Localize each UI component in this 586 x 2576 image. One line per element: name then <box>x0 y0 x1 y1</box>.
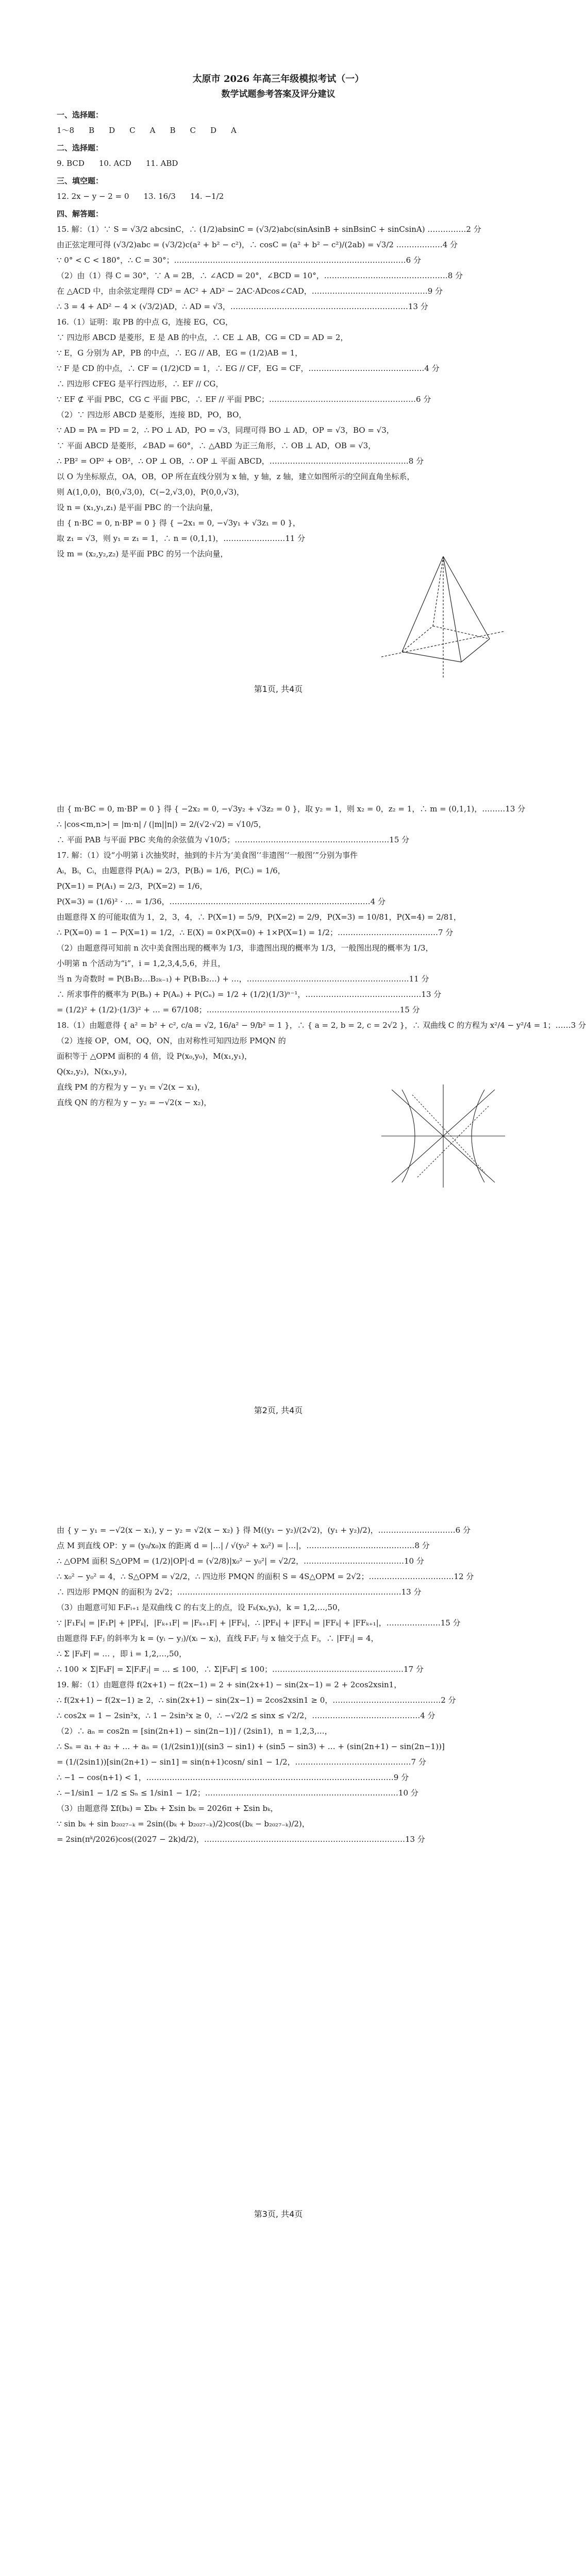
solution-line: ∴ f(2x+1) − f(2x−1) ≥ 2，∴ sin(2x+1) − sin(2x−1) = 2cos2xsin1 ≥ 0，……………………………………2 分 <box>57 1696 456 1705</box>
section-solutions: 四、解答题： <box>57 209 104 218</box>
page-4 <box>0 2244 557 2576</box>
pyramid-figure <box>371 549 515 677</box>
solution-line: 以 O 为坐标原点，OA，OB，OP 所在直线分别为 x 轴，y 轴，z 轴，建立如图所示的空间直角坐标系， <box>57 472 415 481</box>
section-multi-choice: 二、选择题： <box>57 143 104 152</box>
solution-line: 由题意得 X 的可能取值为 1，2，3，4，∴ P(X=1) = 5/9，P(X=2) = 2/9，P(X=3) = 10/81，P(X=4) = 2/81， <box>57 912 461 922</box>
solution-line: （2）∴ aₙ = cos2n = [sin(2n+1) − sin(2n−1)] / (2sin1)，n = 1,2,3,…， <box>57 1726 332 1736</box>
page-footer: 第1页, 共4页 <box>254 684 303 694</box>
section-choice: 一、选择题： <box>57 110 104 120</box>
solution-line: （2）由题意得可知前 n 次中美食图出现的概率为 1/3，非遗图出现的概率为 1/3，一般图出现的概率为 1/3， <box>57 943 433 953</box>
solution-line: ∵ F 是 CD 的中点，∴ CF = (1/2)CD = 1，∴ EG // CF，EG = CF，………………………………………4 分 <box>57 364 440 373</box>
solution-line: ∵ EF ⊄ 平面 PBC，CG ⊂ 平面 PBC，∴ EF // 平面 PBC；…………………………………………………6 分 <box>57 395 431 404</box>
solution-line: ∴ P(X=0) = 1 − P(X=1) = 1/2，∴ E(X) = 0×P(X=0) + 1×P(X=1) = 1/2；…………………………………7 分 <box>57 928 454 937</box>
solution-line: 由 { n·BC = 0, n·BP = 0 } 得 { −2x₁ = 0, −√3y₁ + √3z₁ = 0 }， <box>57 518 300 528</box>
solution-line: 由 { m·BC = 0, m·BP = 0 } 得 { −2x₂ = 0, −√3y₂ + √3z₂ = 0 }，取 y₂ = 1，则 x₂ = 0，z₂ = 1，∴ m = (0,1,1)，………13 分 <box>57 804 526 814</box>
solution-line: 面积等于 △OPM 面积的 4 倍，设 P(x₀,y₀)，M(x₁,y₁)， <box>57 1052 252 1061</box>
solution-line: ∴ −1/sin1 − 1/2 ≤ Sₙ ≤ 1/sin1 − 1/2；…………………………………………………………………10 分 <box>57 1788 418 1798</box>
solution-line: 19. 解：（1）由题意得 f(2x+1) − f(2x−1) = 2 + sin(2x+1) − sin(2x−1) = 2 + 2cos2xsin1， <box>57 1680 402 1689</box>
solution-line: 15. 解：（1）∵ S = √3/2 abcsinC，∴ (1/2)absinC = (√3/2)abc(sinAsinB + sinBsinC + sinCsinA) ……………2 分 <box>57 225 481 234</box>
solution-line: ∴ |cos<m,n>| = |m·n| / (|m||n|) = 2/(√2·√2) = √10/5， <box>57 820 266 829</box>
solution-line: ∴ 四边形 PMQN 的面积为 2√2；……………………………………………………………………………13 分 <box>57 1587 422 1597</box>
solution-line: ∵ 四边形 ABCD 是菱形，E 是 AB 的中点，∴ CE ⊥ AB，CG = CD = AD = 2， <box>57 333 348 342</box>
solution-line: ∴ −1 − cos(n+1) < 1，……………………………………………………………………………………9 分 <box>57 1773 409 1782</box>
page-footer: 第2页, 共4页 <box>254 1405 303 1415</box>
solution-line: 由 { y − y₁ = −√2(x − x₁), y − y₂ = √2(x − x₂) } 得 M((y₁ − y₂)/(2√2)，(y₁ + y₂)/2)，…………………………6 分 <box>57 1526 471 1535</box>
solution-line: ∴ cos2x = 1 − 2sin²x，∴ 1 − 2sin²x ≥ 0，∴ −√2/2 ≤ sinx ≤ √2/2，……………………………………4 分 <box>57 1711 436 1720</box>
solution-line: 当 n 为奇数时 = P(B₁B₂…B₂ₖ₋₁) + P(B₁B₂…) + …，………………………………………………………11 分 <box>57 974 429 984</box>
solution-line: （2）∵ 四边形 ABCD 是菱形，连接 BD，PO，BO， <box>57 410 247 419</box>
page-1-content <box>57 72 500 562</box>
solution-line: 直线 QN 的方程为 y − y₂ = −√2(x − x₂)， <box>57 1098 212 1107</box>
solution-line: ∴ △OPM 面积 S△OPM = (1/2)|OP|·d = (√2/8)|x₀² − y₀²| = √2/2，…………………………………10 分 <box>57 1556 424 1566</box>
choice-answer: D <box>210 126 217 135</box>
solution-line: ∵ sin bₖ + sin b₂₀₂₇₋ₖ = 2sin((bₖ + b₂₀₂₇₋ₖ)/2)cos((bₖ − b₂₀₂₇₋ₖ)/2)， <box>57 1819 310 1828</box>
solution-line: ∴ 所求事件的概率为 P(Bₙ) + P(Aₙ) + P(Cₙ) = 1/2 + (1/2)(1/3)ⁿ⁻¹，………………………………………13 分 <box>57 990 442 999</box>
multi-choice-answer: 10. ACD <box>98 159 131 168</box>
solution-line: ∴ Σ |FₖF| = … ，即 i = 1,2,…,50， <box>57 1649 187 1658</box>
solution-line: Q(x₂,y₂)，N(x₃,y₃)， <box>57 1067 132 1076</box>
fill-answer: 13. 16/3 <box>143 192 176 201</box>
page-3 <box>0 1440 557 2244</box>
fill-answer: 12. 2x − y − 2 = 0 <box>57 192 129 201</box>
solution-line: ∵ 平面 ABCD 是菱形，∠BAD = 60°，∴ △ABD 为正三角形，∴ OB ⊥ AD，OB = √3， <box>57 441 376 450</box>
hyperbola-figure <box>381 1084 505 1188</box>
solution-line: ∵ 0° < C < 180°，∴ C = 30°；………………………………………………………………………………6 分 <box>57 256 421 265</box>
solution-line: （2）连接 OP，OM，OQ，ON，由对称性可知四边形 PMQN 的 <box>57 1036 286 1045</box>
answer-key-subtitle: 数学试题参考答案及评分建议 <box>221 89 336 99</box>
solution-line: 则 A(1,0,0)，B(0,√3,0)，C(−2,√3,0)，P(0,0,√3)， <box>57 487 244 497</box>
multi-choice-answers <box>57 156 500 171</box>
choice-answer: C <box>129 126 136 135</box>
choice-answer: D <box>109 126 115 135</box>
page-footer: 第3页, 共4页 <box>254 2209 303 2219</box>
solution-line: ∴ PB² = OP² + OB²，∴ OP ⊥ OB，∴ OP ⊥ 平面 ABCD，………………………………………………8 分 <box>57 456 424 466</box>
solution-line: （3）由题意得 Σf(bₖ) = Σbₖ + Σsin bₖ = 2026π + Σsin bₖ， <box>57 1804 278 1813</box>
solution-line: 17. 解：（1）设“小明第 i 次抽奖时，抽到的卡片为‘美食图’‘非遗图’‘一般图’”分别为事件 <box>57 851 358 860</box>
section-fill: 三、填空题： <box>57 176 104 185</box>
solution-line: 在 △ACD 中，由余弦定理得 CD² = AC² + AD² − 2AC·ADcos∠CAD，………………………………………9 分 <box>57 286 443 296</box>
solution-line: P(X=1) = P(A₁) = 2/3，P(X=2) = 1/6， <box>57 882 208 891</box>
exam-title: 太原市 2026 年高三年级模拟考试（一） <box>192 74 364 84</box>
solution-line: 由题意得 FᵢFⱼ 的斜率为 k = (yᵢ − yⱼ)/(xᵢ − xⱼ)，直线 FᵢFⱼ 与 x 轴交于点 Fⱼ，∴ |FFⱼ| = 4， <box>57 1634 379 1643</box>
solution-line: ∴ 平面 PAB 与平面 PBC 夹角的余弦值为 √10/5；……………………………………………………15 分 <box>57 835 410 844</box>
solution-line: 点 M 到直线 OP：y = (y₀/x₀)x 的距离 d = |…| / √(y₀² + x₀²) = |…|，……………………………………8 分 <box>57 1541 430 1550</box>
solution-line: 直线 PM 的方程为 y − y₁ = √2(x − x₁)， <box>57 1082 205 1092</box>
page-1 <box>0 0 557 719</box>
solution-line: ∵ AD = PA = PD = 2，∴ PO ⊥ AD，PO = √3，同理可得 BO ⊥ AD，OP = √3，BO = √3， <box>57 426 394 435</box>
solution-line: = 2sin(πᵏ/2026)cos((2027 − 2k)d/2)，……………………………………………………………………13 分 <box>57 1835 425 1844</box>
multi-choice-answer: 11. ABD <box>145 159 178 168</box>
choice-answer: A <box>231 126 237 135</box>
solution-line: ∴ x₀² − y₀² = 4，∴ S△OPM = √2/2，∴ 四边形 PMQN 的面积 S = 4S△OPM = 2√2；……………………………12 分 <box>57 1572 474 1581</box>
choice-range: 1～8 <box>57 126 75 135</box>
solution-line: ∴ 100 × Σ|FₖF| = Σ|FᵢFⱼ| = … ≤ 100，∴ Σ|FₖF| ≤ 100；……………………………………………17 分 <box>57 1665 424 1674</box>
fill-answer: 14. −1/2 <box>190 192 224 201</box>
solution-line: P(X=3) = (1/6)² · … = 1/36，……………………………………………………………………4 分 <box>57 897 386 906</box>
solution-line: 18.（1）由题意得 { a² = b² + c², c/a = √2, 16/a² − 9/b² = 1 }，∴ { a = 2, b = 2, c = 2√2 }，∴ 双曲线 C 的方程为 x²/4 − y²/4 = 1；……3 分 <box>57 1021 586 1030</box>
choice-answers <box>57 123 500 138</box>
page-2-content <box>57 801 586 1110</box>
solution-line: Aᵢ，Bᵢ，Cᵢ，由题意得 P(Aᵢ) = 2/3，P(Bᵢ) = 1/6，P(Cᵢ) = 1/6， <box>57 866 286 875</box>
solution-line: （3）由题意可知 FᵢFᵢ₊₁ 是双曲线 C 的右支上的点，设 Fₖ(xₖ,yₖ)，k = 1,2,…,50， <box>57 1603 345 1612</box>
solution-line: ∵ E，G 分别为 AP，PB 的中点，∴ EG // AB，EG = (1/2)AB = 1， <box>57 348 303 358</box>
choice-answer: B <box>170 126 176 135</box>
solution-line: （2）由（1）得 C = 30°，∵ A = 2B，∴ ∠ACD = 20°，∠BCD = 10°，…………………………………………8 分 <box>57 271 463 280</box>
solution-line: = (1/(2sin1))[sin(2n+1) − sin1] = sin(n+1)cosn/ sin1 − 1/2，………………………………………7 分 <box>57 1757 426 1767</box>
solution-line: 小明第 n 个活动为“i”，i = 1,2,3,4,5,6，并且， <box>57 959 226 968</box>
solution-line: ∴ 四边形 CFEG 是平行四边形，∴ EF // CG， <box>57 379 224 388</box>
solution-line: 取 z₁ = √3，则 y₁ = z₁ = 1，∴ n = (0,1,1)，……………………11 分 <box>57 534 306 543</box>
solution-line: ∴ Sₙ = a₁ + a₂ + … + aₙ = (1/(2sin1))[(sin3 − sin1) + (sin5 − sin3) + … + (sin(2n+1) − sin(2n−1))] <box>57 1742 445 1751</box>
solution-line: = (1/2)² + (1/2)·(1/3)² + … = 67/108；…………………………………………………………………15 分 <box>57 1005 420 1014</box>
solution-line: ∵ |F₁Fₖ| = |F₁P| + |PFₖ|，|Fₖ₊₁F| = |Fₖ₊₁F| + |FFₖ|，∴ |PFₖ| + |FFₖ| = |FFₖ| + |FFₖ₊₁|，…………………15 分 <box>57 1618 461 1628</box>
page-3-content <box>57 1522 500 1847</box>
fill-answers <box>57 189 500 204</box>
solution-line: 16.（1）证明：取 PB 的中点 G，连接 EG，CG， <box>57 317 233 327</box>
choice-answer: B <box>89 126 95 135</box>
solution-line: 设 m = (x₂,y₂,z₂) 是平面 PBC 的另一个法向量， <box>57 549 228 558</box>
choice-answer: A <box>149 126 156 135</box>
solution-line: 设 n = (x₁,y₁,z₁) 是平面 PBC 的一个法向量， <box>57 503 218 512</box>
solution-lines <box>57 222 500 562</box>
multi-choice-answer: 9. BCD <box>57 159 85 168</box>
choice-answer: C <box>190 126 196 135</box>
solution-line: 由正弦定理可得 (√3/2)abc = (√3/2)c(a² + b² − c²)，∴ cosC = (a² + b² − c²)/(2ab) = √3/2 ………………4 分 <box>57 240 458 249</box>
solution-line: ∴ 3 = 4 + AD² − 4 × (√3/2)AD，∴ AD = √3，……………………………………………………………13 分 <box>57 302 428 311</box>
page-2 <box>0 719 586 1440</box>
